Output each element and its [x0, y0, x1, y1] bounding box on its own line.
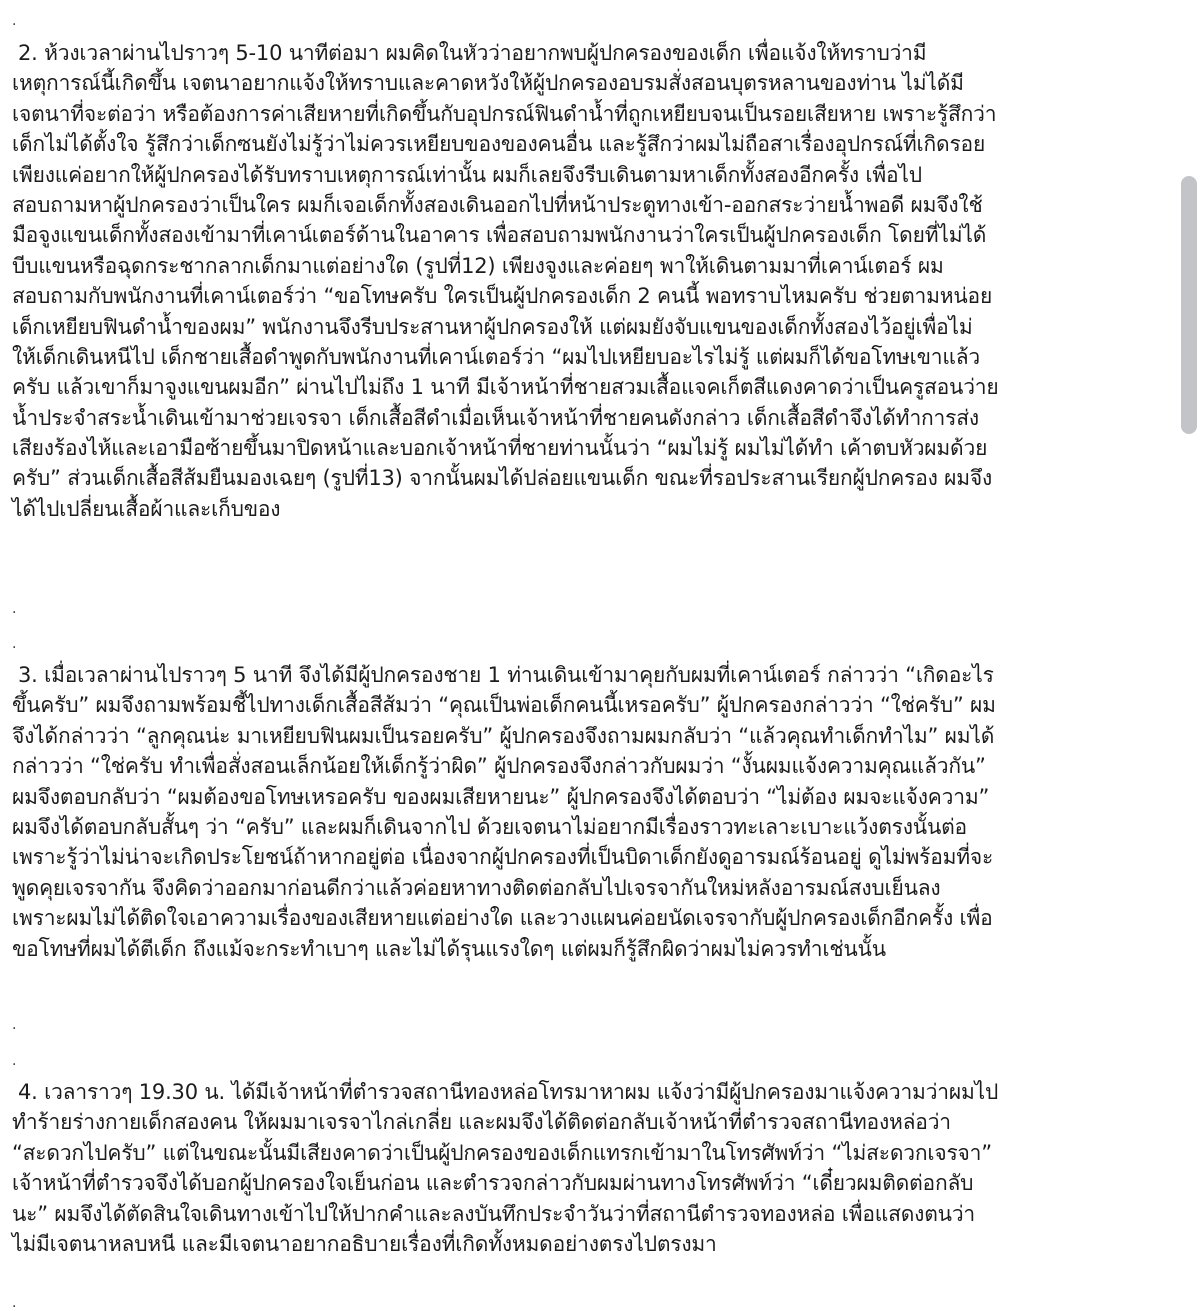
separator-dot: .	[12, 1295, 17, 1311]
paragraph-line: มือจูงแขนเด็กทั้งสองเข้ามาที่เคาน์เตอร์ด้านในอาคาร เพื่อสอบถามพนักงานว่าใครเป็นผู้ปกครองเด็ก โดยที่ไม่ได้	[12, 223, 987, 248]
separator-dot: .	[12, 636, 17, 652]
paragraph-line: 3. เมื่อเวลาผ่านไปราวๆ 5 นาที จึงได้มีผู้ปกครองชาย 1 ท่านเดินเข้ามาคุยกับผมที่เคาน์เตอร์ กล่าวว่า “เกิดอะไร	[18, 663, 994, 687]
paragraph-line: สอบถามหาผู้ปกครองว่าเป็นใคร ผมก็เจอเด็กทั้งสองเดินออกไปที่หน้าประตูทางเข้า-ออกสระว่ายน้ำพอดี ผมจึงใช้	[12, 192, 983, 217]
paragraph-line: ได้ไปเปลี่ยนเสื้อผ้าและเก็บของ	[12, 496, 281, 521]
paragraph-line: ขอโทษที่ผมได้ตีเด็ก ถึงแม้จะกระทำเบาๆ และไม่ได้รุนแรงใดๆ แต่ผมก็รู้สึกผิดว่าผมไม่ควรทำเช่นนั้น	[12, 936, 886, 961]
paragraph-line: ผมจึงได้ตอบกลับสั้นๆ ว่า “ครับ” และผมก็เดินจากไป ด้วยเจตนาไม่อยากมีเรื่องราวทะเลาะเบาะแว้งตรงนั้นต่อ	[12, 814, 967, 839]
paragraph-line: เจตนาที่จะต่อว่า หรือต้องการค่าเสียหายที่เกิดขึ้นกับอุปกรณ์ฟินดำน้ำที่ถูกเหยียบจนเป็นรอยเสียหาย เพราะรู้สึกว่า	[12, 101, 997, 126]
paragraph-line: “สะดวกไปครับ” แต่ในขณะนั้นมีเสียงคาดว่าเป็นผู้ปกครองของเด็กแทรกเข้ามาในโทรศัพท์ว่า “ไม่สะดวกเจรจา”	[12, 1140, 992, 1165]
paragraph-line: เหตุการณ์นี้เกิดขึ้น เจตนาอยากแจ้งให้ทราบและคาดหวังให้ผู้ปกครองอบรมสั่งสอนบุตรหลานของท่าน ไม่ได้มี	[12, 71, 964, 96]
separator-dot: .	[12, 601, 17, 617]
paragraph-line: ไม่มีเจตนาหลบหนี และมีเจตนาอยากอธิบายเรื่องที่เกิดทั้งหมดอย่างตรงไปตรงมา	[12, 1231, 717, 1256]
separator-dot: .	[12, 1017, 17, 1033]
paragraph-line: เด็กเหยียบฟินดำน้ำของผม” พนักงานจึงรีบประสานหาผู้ปกครองให้ แต่ผมยังจับแขนของเด็กทั้งสองไว้อยู่เพื่อไม่	[12, 314, 973, 339]
paragraph-line: บีบแขนหรือฉุดกระชากลากเด็กมาแต่อย่างใด (รูปที่12) เพียงจูงและค่อยๆ พาให้เดินตามมาที่เคาน์เตอร์ ผม	[12, 253, 944, 278]
paragraph-line: เจ้าหน้าที่ตำรวจจึงได้บอกผู้ปกครองใจเย็นก่อน และตำรวจกล่าวกับผมผ่านทางโทรศัพท์ว่า “เดี๋ยวผมติดต่อกลับ	[12, 1171, 974, 1196]
paragraph-line: น้ำประจำสระน้ำเดินเข้ามาช่วยเจรจา เด็กเสื้อสีดำเมื่อเห็นเจ้าหน้าที่ชายคนดังกล่าว เด็กเสื้อสีดำจึงได้ทำการส่ง	[12, 405, 979, 430]
paragraph-line: นะ” ผมจึงได้ตัดสินใจเดินทางเข้าไปให้ปากคำและลงบันทึกประจำวันว่าที่สถานีตำรวจทองหล่อ เพื่อแสดงตนว่า	[12, 1201, 976, 1226]
paragraph-line: 2. ห้วงเวลาผ่านไปราวๆ 5-10 นาทีต่อมา ผมคิดในหัวว่าอยากพบผู้ปกครองของเด็ก เพื่อแจ้งให้ทราบว่ามี	[18, 41, 927, 65]
paragraph-line: ครับ” ส่วนเด็กเสื้อสีส้มยืนมองเฉยๆ (รูปที่13) จากนั้นผมได้ปล่อยแขนเด็ก ขณะที่รอประสานเรียกผู้ปกครอง ผมจึง	[12, 466, 993, 491]
paragraph-line: เด็กไม่ได้ตั้งใจ รู้สึกว่าเด็กซนยังไม่รู้ว่าไม่ควรเหยียบของของคนอื่น และรู้สึกว่าผมไม่ถือสาเรื่องอุปกรณ์ที่เกิดรอย	[12, 132, 986, 157]
paragraph-3	[12, 660, 1182, 964]
paragraph-line: เพียงแค่อยากให้ผู้ปกครองได้รับทราบเหตุการณ์เท่านั้น ผมก็เลยจึงรีบเดินตามหาเด็กทั้งสองอีกครั้ง เพื่อไป	[12, 162, 922, 187]
paragraph-line: เพราะรู้ว่าไม่น่าจะเกิดประโยชน์ถ้าหากอยู่ต่อ เนื่องจากผู้ปกครองที่เป็นบิดาเด็กยังดูอารมณ์ร้อนอยู่ ดูไม่พร้อมที่จะ	[12, 845, 994, 870]
separator-dot: .	[12, 1053, 17, 1069]
paragraph-line: ผมจึงตอบกลับว่า “ผมต้องขอโทษเหรอครับ ของผมเสียหายนะ” ผู้ปกครองจึงได้ตอบว่า “ไม่ต้อง ผมจะแจ้งความ”	[12, 784, 990, 809]
paragraph-4	[12, 1077, 1182, 1259]
paragraph-line: 4. เวลาราวๆ 19.30 น. ได้มีเจ้าหน้าที่ตำรวจสถานีทองหล่อโทรมาหาผม แจ้งว่ามีผู้ปกครองมาแจ้งความว่าผมไป	[18, 1080, 999, 1104]
paragraph-line: ขึ้นครับ” ผมจึงถามพร้อมชี้ไปทางเด็กเสื้อสีส้มว่า “คุณเป็นพ่อเด็กคนนี้เหรอครับ” ผู้ปกครองกล่าวว่า “ใช่ครับ” ผม	[12, 693, 996, 718]
paragraph-line: สอบถามกับพนักงานที่เคาน์เตอร์ว่า “ขอโทษครับ ใครเป็นผู้ปกครองเด็ก 2 คนนี้ พอทราบไหมครับ ช่วยตามหน่อย	[12, 284, 993, 309]
paragraph-line: เพราะผมไม่ได้ติดใจเอาความเรื่องของเสียหายแต่อย่างใด และวางแผนค่อยนัดเจรจากับผู้ปกครองเด็กอีกครั้ง เพื่อ	[12, 906, 993, 931]
paragraph-line: พูดคุยเจรจากัน จึงคิดว่าออกมาก่อนดีกว่าแล้วค่อยหาทางติดต่อกลับไปเจรจากันใหม่หลังอารมณ์สงบเย็นลง	[12, 875, 941, 900]
paragraph-line: กล่าวว่า “ใช่ครับ ทำเพื่อสั่งสอนเล็กน้อยให้เด็กรู้ว่าผิด” ผู้ปกครองจึงกล่าวกับผมว่า “งั้นผมแจ้งความคุณแล้วกัน”	[12, 754, 986, 779]
paragraph-line: ให้เด็กเดินหนีไป เด็กชายเสื้อดำพูดกับพนักงานที่เคาน์เตอร์ว่า “ผมไปเหยียบอะไรไม่รู้ แต่ผมก็ได้ขอโทษเขาแล้ว	[12, 344, 980, 369]
paragraph-line: ครับ แล้วเขาก็มาจูงแขนผมอีก” ผ่านไปไม่ถึง 1 นาที มีเจ้าหน้าที่ชายสวมเสื้อแจคเก็ตสีแดงคาดว่าเป็นครูสอนว่าย	[12, 375, 999, 400]
paragraph-line: เสียงร้องไห้และเอามือซ้ายขึ้นมาปิดหน้าและบอกเจ้าหน้าที่ชายท่านนั้นว่า “ผมไม่รู้ ผมไม่ได้ทำ เค้าตบหัวผมด้วย	[12, 436, 988, 461]
separator-dot: .	[12, 13, 17, 29]
paragraph-2	[12, 38, 1182, 524]
scrollbar-thumb[interactable]	[1181, 176, 1197, 434]
vertical-scrollbar[interactable]	[1178, 0, 1200, 1308]
paragraph-line: ทำร้ายร่างกายเด็กสองคน ให้ผมมาเจรจาไกล่เกลี่ย และผมจึงได้ติดต่อกลับเจ้าหน้าที่ตำรวจสถานีทองหล่อว่า	[12, 1110, 951, 1135]
paragraph-line: จึงได้กล่าวว่า “ลูกคุณน่ะ มาเหยียบฟินผมเป็นรอยครับ” ผู้ปกครองจึงถามผมกลับว่า “แล้วคุณทำเด็กทำไม” ผมได้	[12, 723, 995, 748]
